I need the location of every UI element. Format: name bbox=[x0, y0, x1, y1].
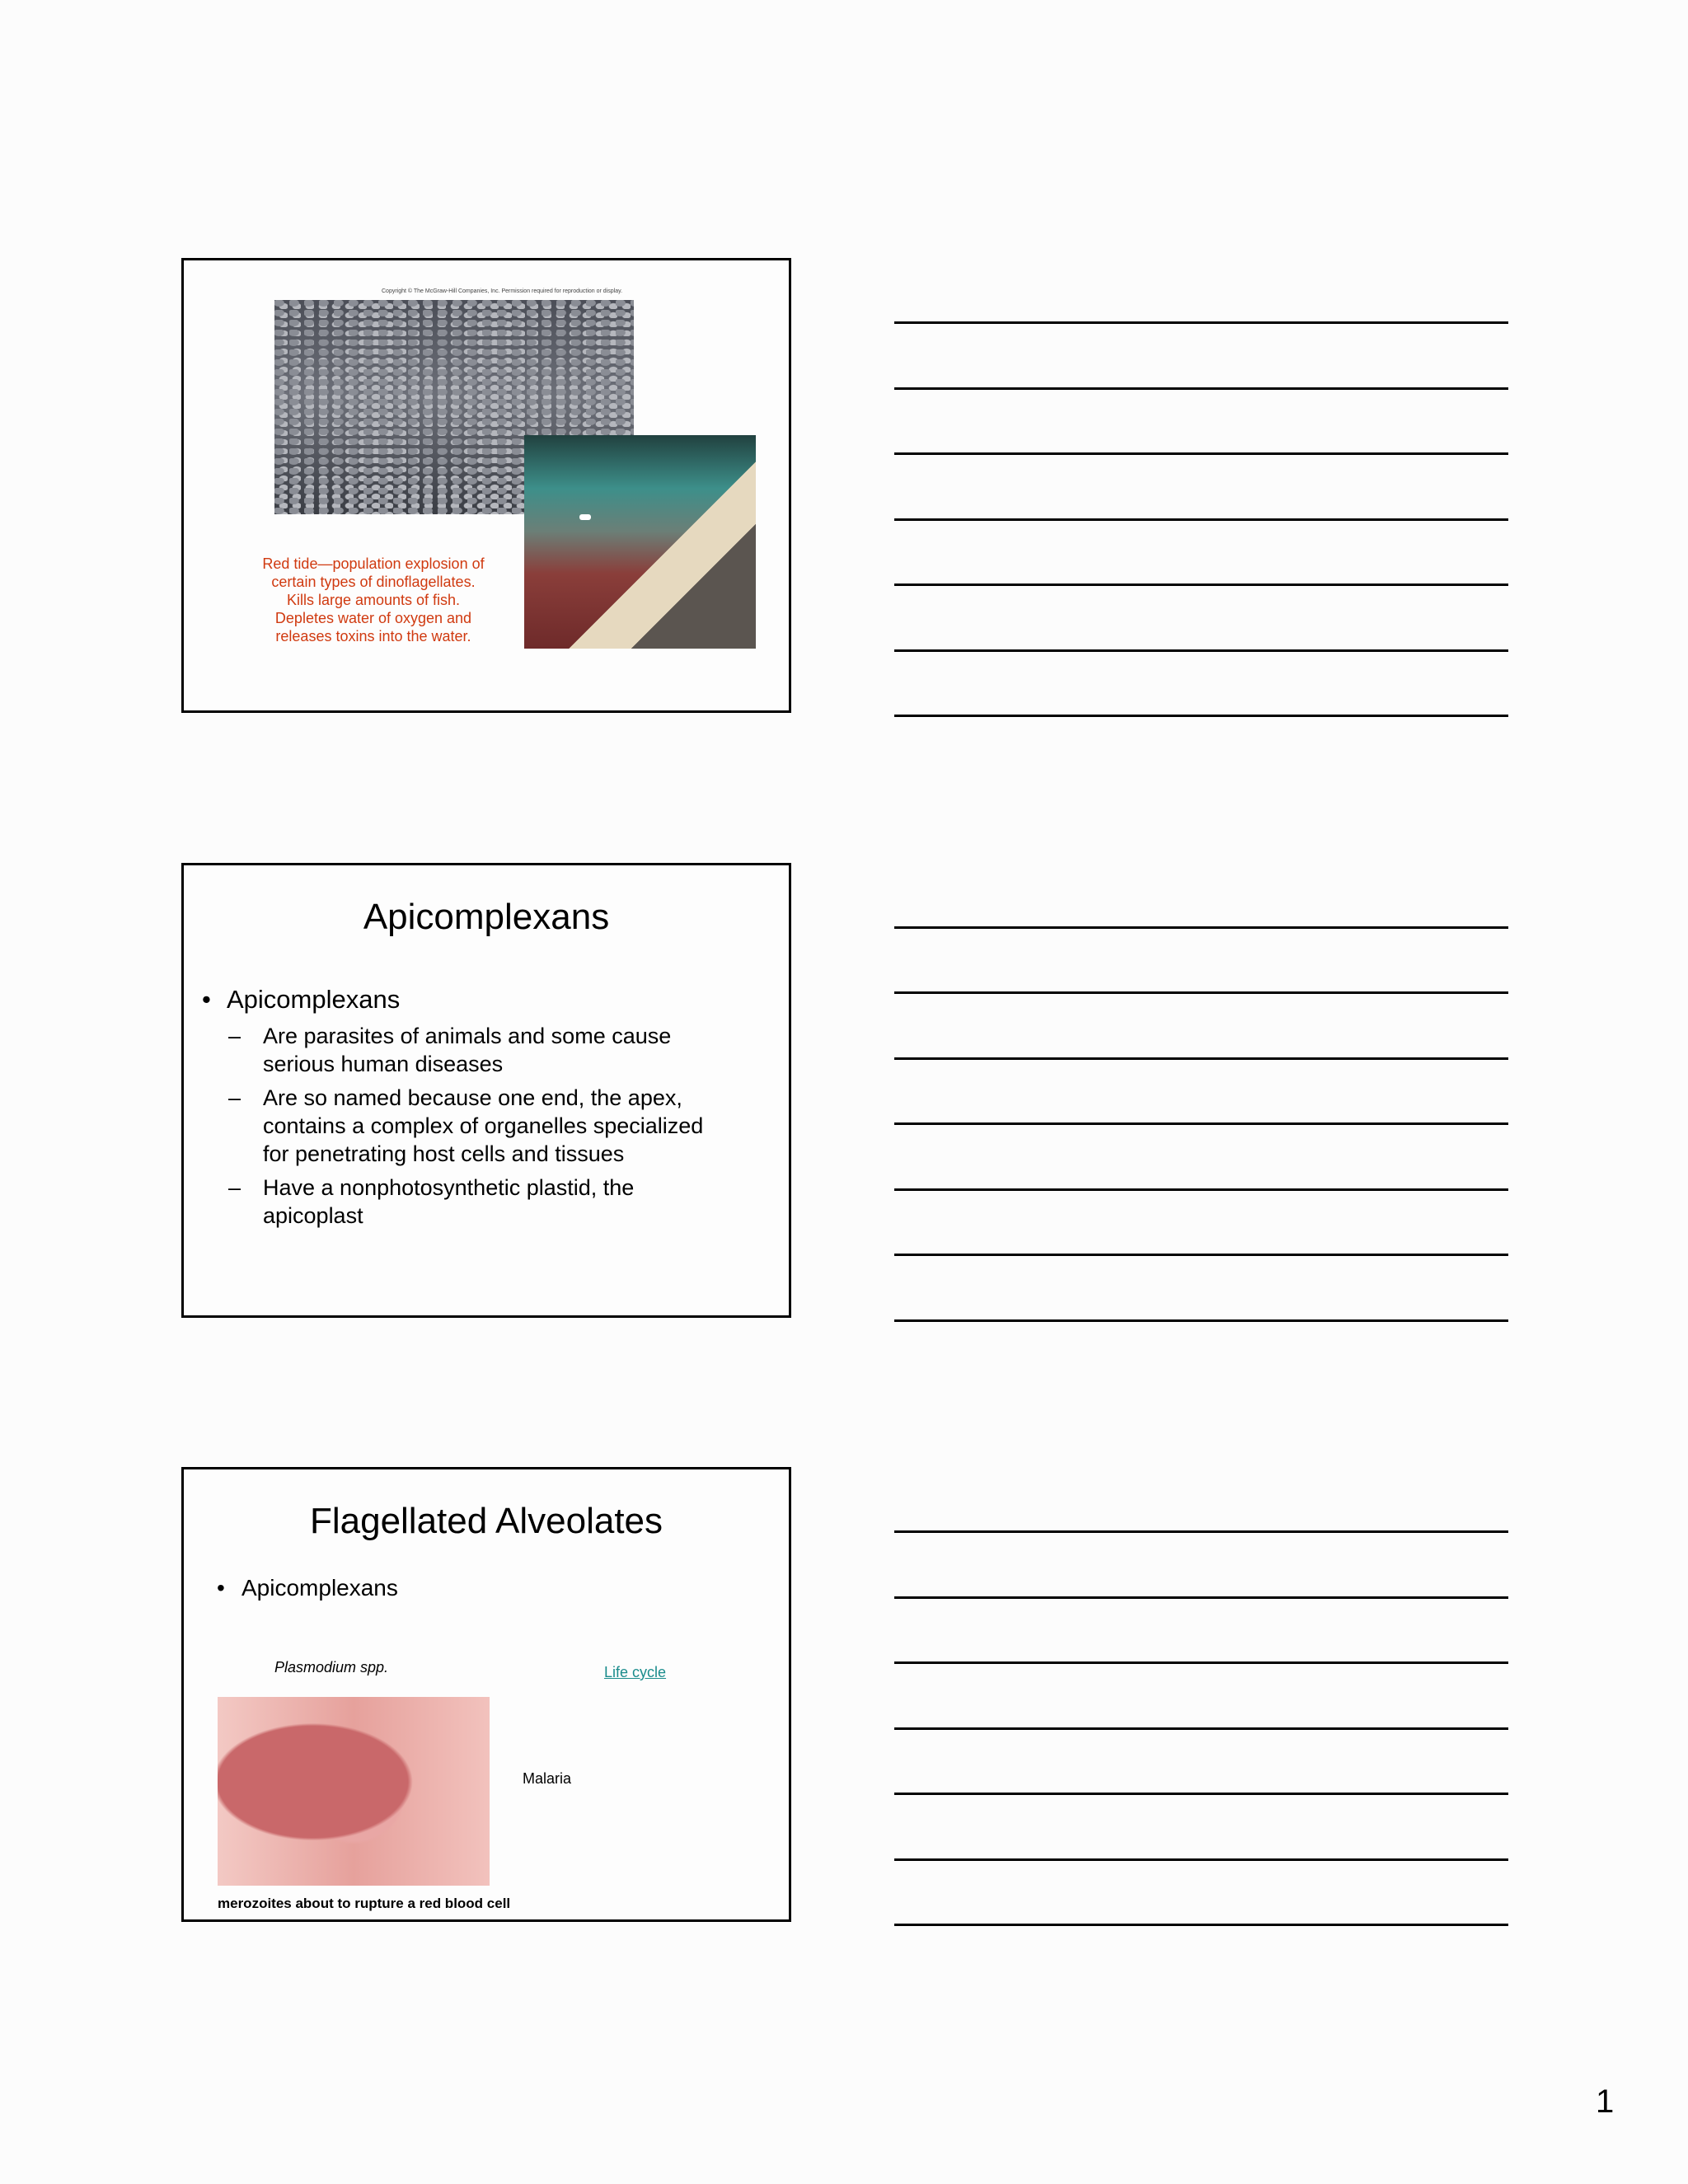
note-line bbox=[894, 649, 1508, 652]
sub-bullet-line: Are parasites of animals and some cause bbox=[263, 1024, 672, 1048]
caption-line: releases toxins into the water. bbox=[275, 628, 471, 644]
note-line bbox=[894, 1924, 1508, 1926]
note-line bbox=[894, 1254, 1508, 1256]
note-line bbox=[894, 1122, 1508, 1125]
sub-bullet-item bbox=[228, 1022, 756, 1078]
note-line bbox=[894, 518, 1508, 521]
bullet-dot-icon: • bbox=[217, 1575, 225, 1601]
bullet-text: Apicomplexans bbox=[227, 985, 401, 1014]
malaria-label: Malaria bbox=[523, 1770, 572, 1787]
sub-bullet-list bbox=[228, 1022, 756, 1235]
bullet-item bbox=[217, 1575, 398, 1601]
sub-bullet-line: apicoplast bbox=[263, 1203, 363, 1228]
note-line bbox=[894, 1596, 1508, 1599]
note-line bbox=[894, 321, 1508, 324]
note-line bbox=[894, 1057, 1508, 1060]
sub-bullet-line: Are so named because one end, the apex, bbox=[263, 1085, 682, 1110]
dash-icon: – bbox=[228, 1024, 241, 1048]
micrograph-caption: merozoites about to rupture a red blood cell bbox=[218, 1896, 511, 1911]
note-line bbox=[894, 1188, 1508, 1191]
note-line bbox=[894, 715, 1508, 717]
sub-bullet-line: contains a complex of organelles specialized bbox=[263, 1113, 704, 1138]
red-tide-caption bbox=[250, 555, 497, 645]
note-line bbox=[894, 452, 1508, 455]
slide-title: Flagellated Alveolates bbox=[309, 1501, 663, 1541]
red-tide-shore-photo bbox=[524, 435, 756, 649]
note-line bbox=[894, 1319, 1508, 1322]
caption-line: certain types of dinoflagellates. bbox=[271, 574, 476, 590]
red-blood-cell-micrograph bbox=[218, 1697, 490, 1886]
page-number: 1 bbox=[1596, 2083, 1615, 2120]
note-line bbox=[894, 1858, 1508, 1861]
sub-bullet-line: Have a nonphotosynthetic plastid, the bbox=[263, 1175, 635, 1200]
note-line bbox=[894, 1793, 1508, 1795]
boat-in-photo bbox=[579, 514, 591, 520]
note-line bbox=[894, 1530, 1508, 1533]
slide-red-tide bbox=[181, 258, 791, 713]
bullet-dot-icon: • bbox=[202, 985, 211, 1014]
note-line bbox=[894, 583, 1508, 586]
bullet-text: Apicomplexans bbox=[241, 1575, 398, 1601]
slide-apicomplexans bbox=[181, 863, 791, 1318]
copyright-notice: Copyright © The McGraw-Hill Companies, Inc. Permission required for reproduction or display. bbox=[382, 288, 623, 294]
sub-bullet-item bbox=[228, 1174, 756, 1230]
caption-line: Red tide—population explosion of bbox=[262, 555, 485, 572]
plasmodium-label: Plasmodium spp. bbox=[274, 1659, 389, 1675]
slide-title: Apicomplexans bbox=[363, 897, 610, 937]
slide-flagellated-alveolates bbox=[181, 1467, 791, 1922]
sub-bullet-line: serious human diseases bbox=[263, 1052, 504, 1076]
note-line bbox=[894, 926, 1508, 929]
note-line bbox=[894, 387, 1508, 390]
sub-bullet-line: for penetrating host cells and tissues bbox=[263, 1141, 625, 1166]
note-line bbox=[894, 1727, 1508, 1730]
note-line bbox=[894, 1661, 1508, 1664]
note-line bbox=[894, 991, 1508, 994]
bullet-item bbox=[202, 985, 400, 1015]
dash-icon: – bbox=[228, 1175, 241, 1200]
dash-icon: – bbox=[228, 1085, 241, 1110]
caption-line: Kills large amounts of fish. bbox=[286, 592, 461, 608]
life-cycle-link[interactable]: Life cycle bbox=[604, 1664, 667, 1680]
caption-line: Depletes water of oxygen and bbox=[274, 610, 472, 626]
sub-bullet-item bbox=[228, 1084, 756, 1168]
